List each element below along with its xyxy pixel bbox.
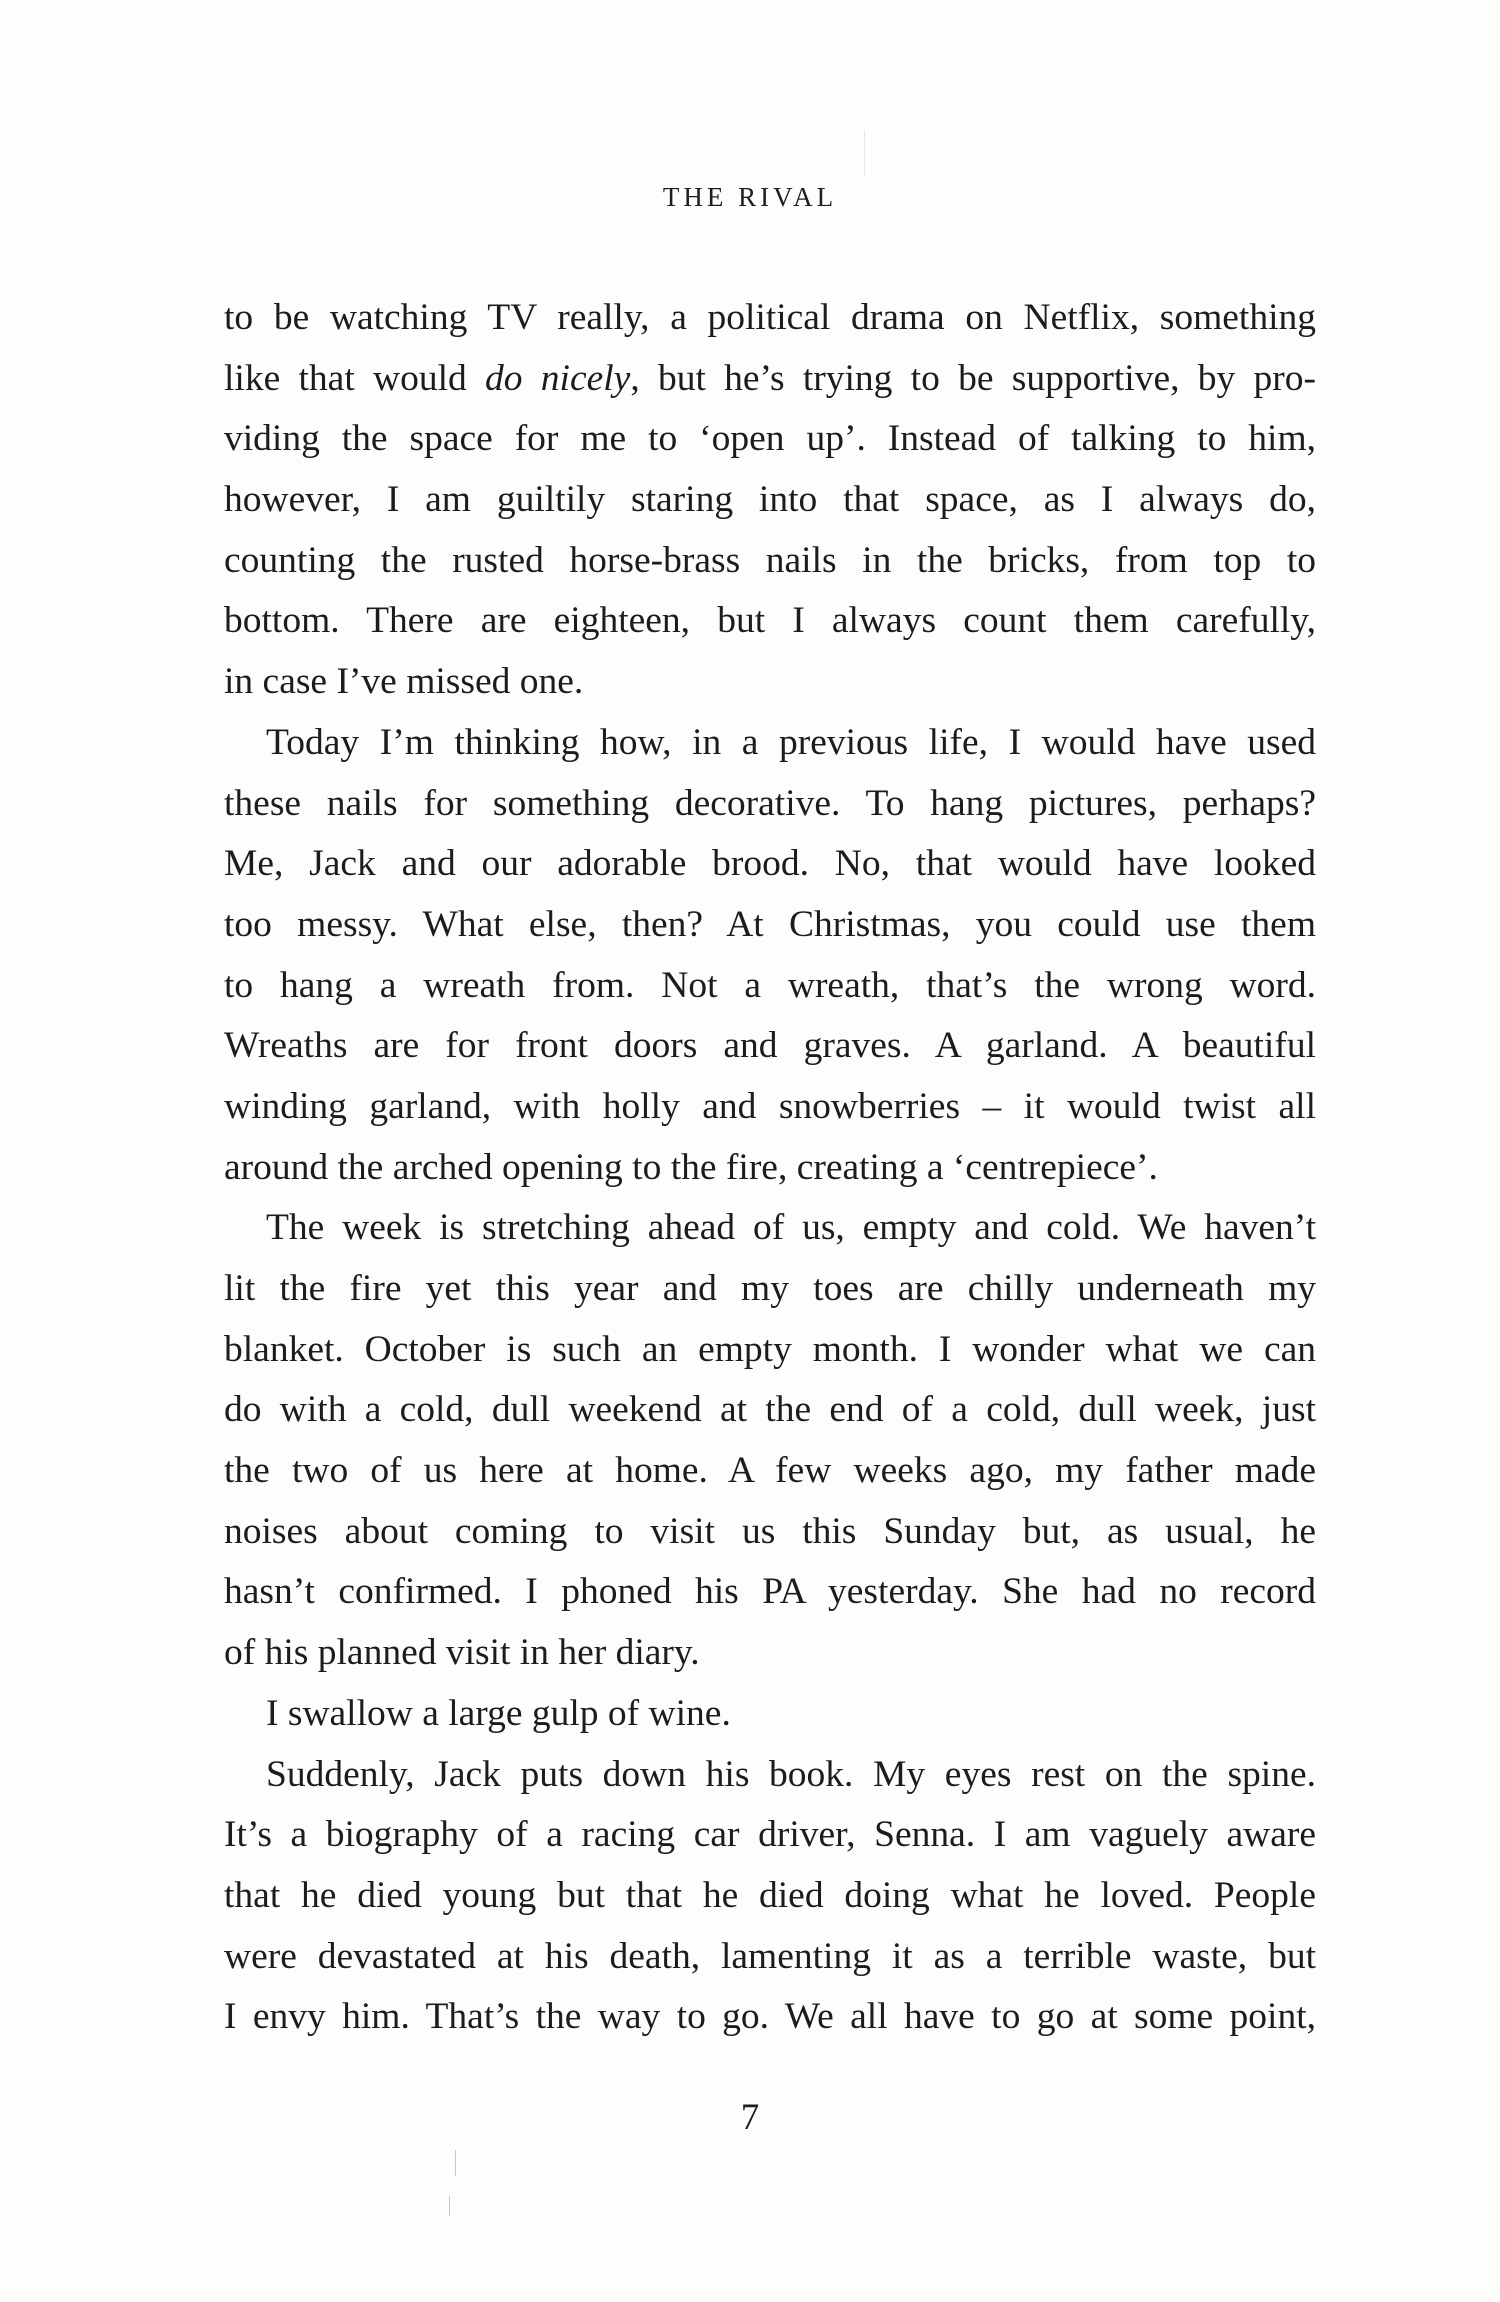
- text-line: blanket. October is such an empty month. I wonder what we can: [224, 1328, 1316, 1370]
- text-line: lit the fire yet this year and my toes are chilly underneath my: [224, 1268, 1316, 1309]
- scan-mark: [449, 2196, 450, 2216]
- page-number: 7: [740, 2097, 760, 2138]
- italic-text: do nicely: [485, 357, 631, 399]
- text-line: viding the space for me to ‘open up’. Instead of talking to him,: [224, 418, 1316, 460]
- text-line: in case I’ve missed one.: [224, 661, 584, 703]
- text-line: Me, Jack and our adorable brood. No, that would have looked: [224, 843, 1316, 885]
- text-segment: , but he’s trying to be supportive, by pro-: [630, 357, 1316, 399]
- text-line: bottom. There are eighteen, but I always count them carefully,: [224, 600, 1316, 642]
- text-segment: like that would: [224, 357, 486, 399]
- text-line: winding garland, with holly and snowberries – it would twist all: [224, 1085, 1316, 1127]
- text-line: however, I am guiltily staring into that space, as I always do,: [224, 479, 1316, 521]
- text-line: around the arched opening to the fire, creating a ‘centrepiece’.: [224, 1146, 1158, 1188]
- text-line: that he died young but that he died doing what he loved. People: [224, 1874, 1316, 1916]
- text-line: too messy. What else, then? At Christmas, you could use them: [224, 903, 1316, 945]
- text-line: I envy him. That’s the way to go. We all have to go at some point,: [224, 1996, 1316, 2038]
- text-line: of his planned visit in her diary.: [224, 1632, 700, 1674]
- text-line: to hang a wreath from. Not a wreath, that’s the wrong word.: [224, 964, 1316, 1006]
- scan-mark: [455, 2150, 456, 2176]
- text-line: do with a cold, dull weekend at the end of a cold, dull week, just: [224, 1389, 1316, 1431]
- text-line: Wreaths are for front doors and graves. A garland. A beautiful: [224, 1025, 1316, 1067]
- text-line: [224, 349, 1316, 410]
- text-line: to be watching TV really, a political drama on Netflix, something: [224, 297, 1316, 338]
- text-line: Suddenly, Jack puts down his book. My eyes rest on the spine.: [266, 1753, 1316, 1795]
- text-line: It’s a biography of a racing car driver, Senna. I am vaguely aware: [224, 1814, 1316, 1856]
- text-line: Today I’m thinking how, in a previous life, I would have used: [266, 721, 1316, 763]
- running-head: THE RIVAL: [662, 182, 838, 212]
- text-line: the two of us here at home. A few weeks ago, my father made: [224, 1450, 1316, 1492]
- text-line: counting the rusted horse-brass nails in the bricks, from top to: [224, 539, 1316, 581]
- text-line: noises about coming to visit us this Sunday but, as usual, he: [224, 1510, 1316, 1552]
- text-line: these nails for something decorative. To hang pictures, perhaps?: [224, 782, 1316, 824]
- scan-mark: [864, 130, 865, 176]
- text-line: hasn’t confirmed. I phoned his PA yesterday. She had no record: [224, 1571, 1316, 1613]
- body-text: [224, 288, 1316, 2048]
- text-line: The week is stretching ahead of us, empty and cold. We haven’t: [266, 1207, 1316, 1249]
- text-line: I swallow a large gulp of wine.: [266, 1692, 731, 1734]
- text-line: were devastated at his death, lamenting it as a terrible waste, but: [224, 1935, 1316, 1977]
